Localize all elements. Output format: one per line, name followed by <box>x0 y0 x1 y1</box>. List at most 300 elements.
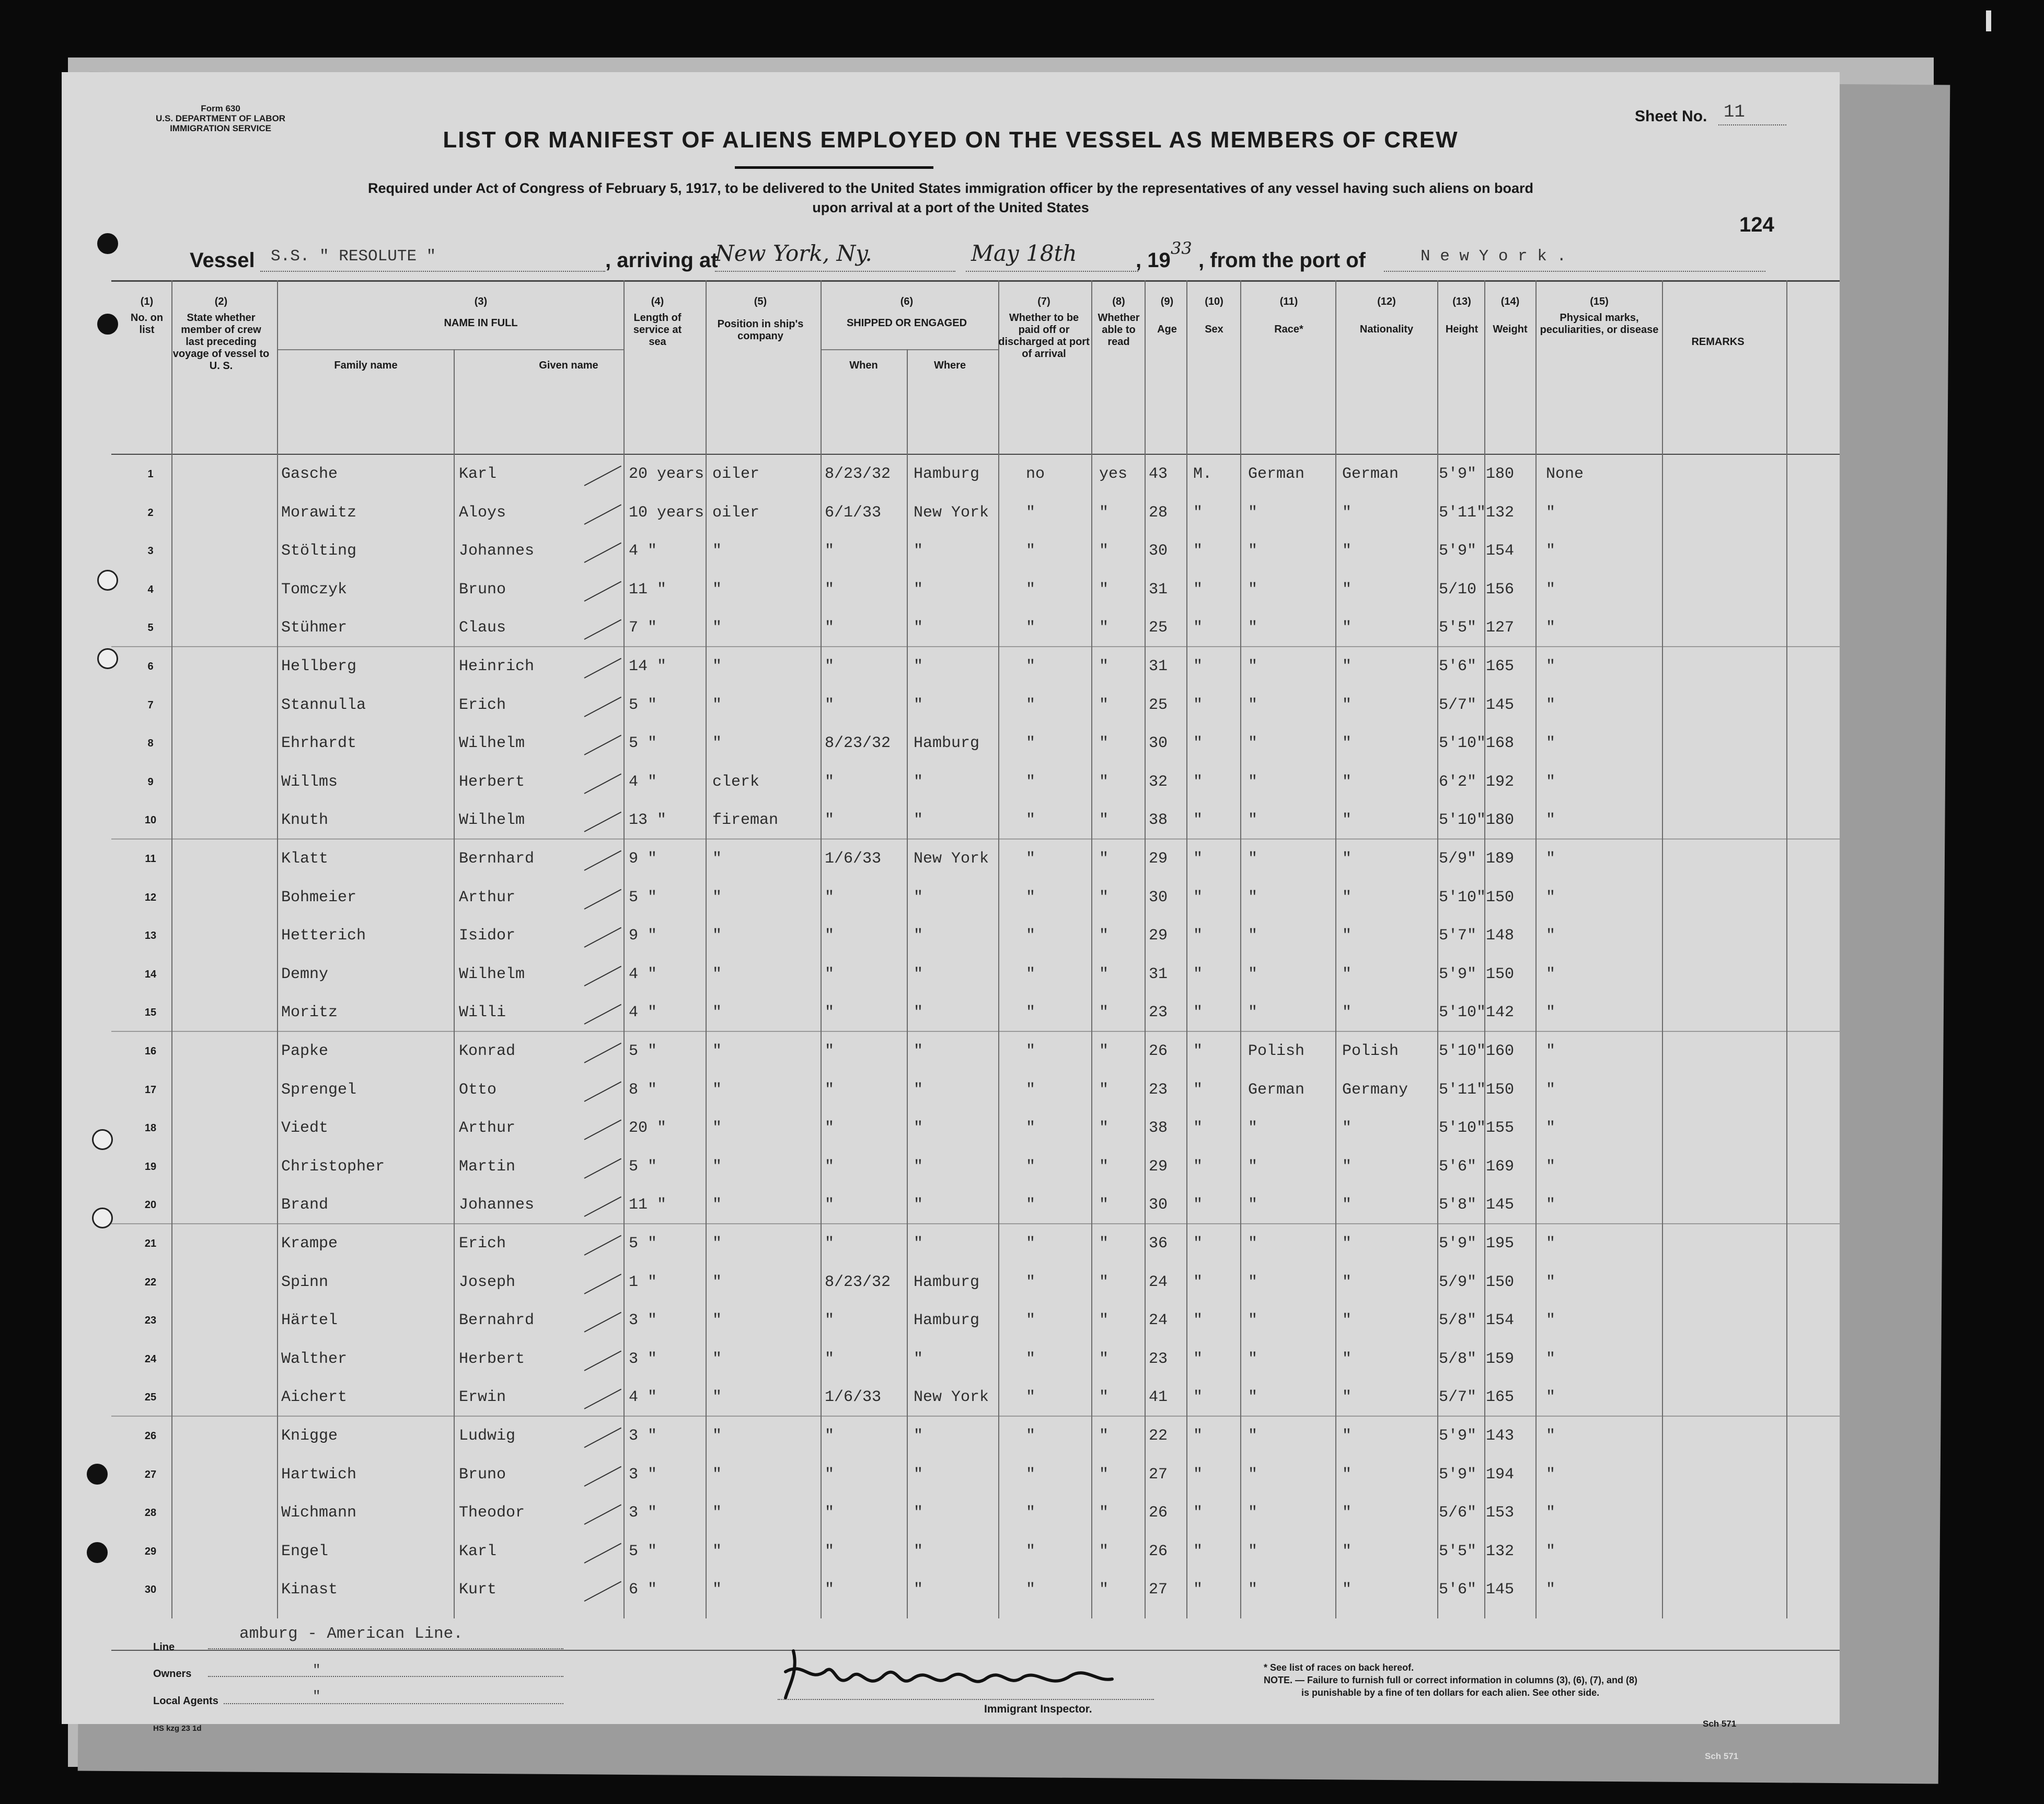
cell-paid: " <box>1026 1235 1036 1253</box>
cell-service: 5 " <box>629 1157 657 1176</box>
cell-service: 9 " <box>629 927 657 945</box>
cell-age: 30 <box>1149 1196 1168 1214</box>
cell-paid: " <box>1026 927 1036 945</box>
cell-marks: " <box>1546 1465 1556 1484</box>
cell-age: 22 <box>1149 1427 1168 1445</box>
row-number: 27 <box>144 1468 157 1480</box>
cell-given: Willi <box>459 1004 506 1022</box>
cell-paid: " <box>1026 1504 1036 1522</box>
cell-age: 27 <box>1149 1465 1168 1484</box>
cell-when: " <box>825 696 835 714</box>
cell-given: Wilhelm <box>459 734 525 753</box>
cell-marks: " <box>1546 1542 1556 1560</box>
cell-when: " <box>825 1004 835 1022</box>
binder-hole <box>97 570 118 591</box>
cell-nat: " <box>1342 1427 1352 1445</box>
cell-age: 25 <box>1149 696 1168 714</box>
cell-family: Klatt <box>281 850 329 868</box>
cell-given: Wilhelm <box>459 811 525 830</box>
row-number: 29 <box>144 1545 157 1557</box>
column-rule <box>1335 280 1336 1618</box>
corner-mark <box>1986 10 1991 31</box>
cell-position: " <box>712 734 722 753</box>
cell-family: Aichert <box>281 1388 348 1407</box>
agents-value: " <box>313 1688 321 1704</box>
cell-height: 5'5" <box>1439 619 1477 637</box>
cell-paid: " <box>1026 1542 1036 1560</box>
cell-position: " <box>712 1157 722 1176</box>
cell-age: 29 <box>1149 1157 1168 1176</box>
cell-weight: 189 <box>1486 850 1515 868</box>
col-15-header <box>1537 296 1662 336</box>
cell-height: 5/8" <box>1439 1350 1477 1368</box>
cell-where: " <box>914 542 923 560</box>
cell-sex: " <box>1193 1465 1203 1484</box>
cell-paid: " <box>1026 1388 1036 1407</box>
cell-service: 3 " <box>629 1312 657 1330</box>
cell-read: " <box>1099 850 1109 868</box>
cell-family: Sprengel <box>281 1081 357 1099</box>
cell-race: " <box>1248 1004 1258 1022</box>
cell-age: 27 <box>1149 1581 1168 1599</box>
cell-marks: " <box>1546 811 1556 830</box>
cell-position: " <box>712 1081 722 1099</box>
column-rule <box>1484 280 1485 1618</box>
table-rule <box>111 280 1840 282</box>
cell-where: " <box>914 1542 923 1560</box>
cell-given: Johannes <box>459 1196 535 1214</box>
row-number: 10 <box>144 814 157 826</box>
cell-paid: " <box>1026 1312 1036 1330</box>
check-mark <box>584 1428 622 1448</box>
cell-service: 14 " <box>629 658 667 675</box>
col-6-header <box>821 296 993 329</box>
row-number: 17 <box>144 1084 157 1096</box>
col-11-label: Race* <box>1274 324 1303 335</box>
cell-position: oiler <box>712 503 760 522</box>
family-name-header: Family name <box>334 360 398 371</box>
cell-sex: " <box>1193 1542 1203 1560</box>
cell-weight: 169 <box>1486 1157 1515 1176</box>
service-name: IMMIGRATION SERVICE <box>170 123 272 133</box>
cell-given: Otto <box>459 1081 497 1099</box>
inspector-signature-line <box>778 1699 1154 1700</box>
cell-marks: " <box>1546 1273 1556 1291</box>
check-mark <box>584 1312 622 1332</box>
binder-hole <box>97 314 118 335</box>
check-mark <box>584 1043 622 1063</box>
col-5-number: (5) <box>754 296 767 307</box>
cell-sex: " <box>1193 619 1203 637</box>
cell-marks: " <box>1546 1388 1556 1407</box>
check-mark <box>584 966 622 986</box>
cell-sex: " <box>1193 888 1203 906</box>
cell-marks: " <box>1546 658 1556 675</box>
cell-marks: " <box>1546 1427 1556 1445</box>
cell-marks: " <box>1546 965 1556 983</box>
cell-height: 5/6" <box>1439 1504 1477 1522</box>
cell-position: " <box>712 1504 722 1522</box>
cell-family: Moritz <box>281 1004 338 1022</box>
cell-race: " <box>1248 1312 1258 1330</box>
cell-height: 5'10" <box>1439 1119 1486 1137</box>
cell-nat: Polish <box>1342 1042 1399 1060</box>
row-number: 22 <box>144 1276 157 1288</box>
cell-position: " <box>712 888 722 906</box>
col-7-number: (7) <box>1037 296 1050 307</box>
check-mark <box>584 1004 622 1025</box>
cell-race: " <box>1248 580 1258 599</box>
col-13-label: Height <box>1445 324 1479 335</box>
cell-where: " <box>914 658 923 675</box>
cell-sex: " <box>1193 1427 1203 1445</box>
cell-race: " <box>1248 965 1258 983</box>
cell-service: 13 " <box>629 811 667 830</box>
cell-when: 8/23/32 <box>825 465 891 483</box>
col-3-number: (3) <box>474 296 488 307</box>
cell-position: " <box>712 1350 722 1368</box>
cell-height: 5'8" <box>1439 1196 1477 1214</box>
cell-race: " <box>1248 1157 1258 1176</box>
cell-given: Theodor <box>459 1504 525 1522</box>
cell-where: New York <box>914 503 989 522</box>
cell-family: Bohmeier <box>281 888 357 906</box>
row-number: 20 <box>144 1199 157 1211</box>
cell-age: 30 <box>1149 888 1168 906</box>
col-14-header <box>1485 296 1535 336</box>
cell-height: 5'7" <box>1439 927 1477 945</box>
cell-given: Johannes <box>459 542 535 560</box>
cell-race: German <box>1248 1081 1305 1099</box>
cell-read: " <box>1099 1235 1109 1253</box>
cell-when: " <box>825 580 835 599</box>
cell-race: " <box>1248 1119 1258 1137</box>
owners-label: Owners <box>153 1668 192 1680</box>
cell-sex: " <box>1193 1350 1203 1368</box>
cell-nat: " <box>1342 965 1352 983</box>
cell-weight: 150 <box>1486 965 1515 983</box>
cell-age: 38 <box>1149 1119 1168 1137</box>
cell-service: 11 " <box>629 580 667 599</box>
cell-race: " <box>1248 811 1258 830</box>
cell-when: " <box>825 1119 835 1137</box>
row-number: 4 <box>147 583 154 595</box>
cell-given: Bernahrd <box>459 1312 535 1330</box>
table-rule <box>111 454 1840 455</box>
cell-sex: " <box>1193 696 1203 714</box>
table-rule <box>821 349 998 350</box>
cell-marks: " <box>1546 1312 1556 1330</box>
cell-position: oiler <box>712 465 760 483</box>
cell-sex: " <box>1193 1119 1203 1137</box>
cell-read: " <box>1099 1388 1109 1407</box>
cell-weight: 132 <box>1486 503 1515 522</box>
cell-given: Erich <box>459 1235 506 1253</box>
cell-service: 8 " <box>629 1081 657 1099</box>
arrival-date: May 18th <box>971 240 1077 266</box>
cell-service: 20 " <box>629 1119 667 1137</box>
cell-service: 3 " <box>629 1350 657 1368</box>
cell-read: " <box>1099 773 1109 791</box>
cell-nat: " <box>1342 1350 1352 1368</box>
cell-read: " <box>1099 619 1109 637</box>
check-mark <box>584 1350 622 1371</box>
cell-age: 26 <box>1149 1504 1168 1522</box>
cell-family: Hellberg <box>281 658 357 675</box>
cell-position: " <box>712 1542 722 1560</box>
cell-age: 24 <box>1149 1273 1168 1291</box>
col-1-header <box>126 296 168 336</box>
check-mark <box>584 773 622 794</box>
cell-read: " <box>1099 965 1109 983</box>
cell-race: " <box>1248 696 1258 714</box>
row-number: 7 <box>147 699 154 711</box>
cell-family: Hartwich <box>281 1465 357 1484</box>
col-2-label: State whether member of crew last preceding voyage of vessel to U. S. <box>172 312 270 372</box>
sheet-number-line <box>1718 124 1786 125</box>
cell-family: Brand <box>281 1196 329 1214</box>
cell-height: 5'10" <box>1439 888 1486 906</box>
check-mark <box>584 1273 622 1294</box>
column-rule <box>1437 280 1438 1618</box>
cell-weight: 145 <box>1486 1196 1515 1214</box>
row-number: 12 <box>144 891 157 903</box>
column-rule <box>623 280 625 1618</box>
cell-nat: " <box>1342 773 1352 791</box>
row-number: 15 <box>144 1007 157 1019</box>
row-number: 28 <box>144 1507 157 1519</box>
cell-family: Christopher <box>281 1157 385 1176</box>
cell-age: 24 <box>1149 1312 1168 1330</box>
cell-when: " <box>825 1504 835 1522</box>
cell-read: " <box>1099 1312 1109 1330</box>
arriving-label: , arriving at <box>605 249 718 272</box>
cell-where: " <box>914 1427 923 1445</box>
cell-paid: " <box>1026 1157 1036 1176</box>
cell-service: 4 " <box>629 1004 657 1022</box>
cell-position: " <box>712 850 722 868</box>
schedule-code: Sch 571 <box>1703 1719 1737 1729</box>
cell-race: " <box>1248 1504 1258 1522</box>
cell-age: 30 <box>1149 542 1168 560</box>
column-rule <box>1535 280 1537 1618</box>
check-mark <box>584 504 622 524</box>
cell-when: " <box>825 1542 835 1560</box>
cell-height: 5/7" <box>1439 1388 1477 1407</box>
cell-height: 5'9" <box>1439 1465 1477 1484</box>
col-3-label: NAME IN FULL <box>444 317 518 329</box>
cell-height: 5'10" <box>1439 1004 1486 1022</box>
inspector-signature <box>778 1640 1154 1703</box>
cell-when: " <box>825 619 835 637</box>
cell-family: Knigge <box>281 1427 338 1445</box>
col-8-number: (8) <box>1112 296 1125 307</box>
cell-when: " <box>825 1581 835 1599</box>
cell-height: 5'11" <box>1439 503 1486 522</box>
cell-marks: " <box>1546 1119 1556 1137</box>
cell-race: " <box>1248 1542 1258 1560</box>
cell-service: 5 " <box>629 1042 657 1060</box>
column-rule <box>1662 280 1663 1618</box>
where-header: Where <box>933 360 966 371</box>
cell-height: 5'6" <box>1439 658 1477 675</box>
cell-family: Hetterich <box>281 927 366 945</box>
agents-underline <box>224 1703 563 1704</box>
col-8-header <box>1094 296 1144 348</box>
cell-when: " <box>825 1465 835 1484</box>
cell-where: " <box>914 1235 923 1253</box>
cell-given: Bruno <box>459 580 506 599</box>
cell-family: Demny <box>281 965 329 983</box>
cell-weight: 194 <box>1486 1465 1515 1484</box>
cell-marks: " <box>1546 1042 1556 1060</box>
cell-position: " <box>712 1388 722 1407</box>
line-value: amburg - American Line. <box>239 1625 463 1643</box>
cell-sex: " <box>1193 658 1203 675</box>
cell-where: " <box>914 1042 923 1060</box>
cell-nat: " <box>1342 1004 1352 1022</box>
cell-where: " <box>914 927 923 945</box>
check-mark <box>584 812 622 832</box>
cell-height: 5/9" <box>1439 1273 1477 1291</box>
cell-paid: " <box>1026 734 1036 753</box>
check-mark <box>584 1120 622 1140</box>
cell-position: " <box>712 927 722 945</box>
cell-read: " <box>1099 734 1109 753</box>
col-7-label: Whether to be paid off or discharged at port of arrival <box>998 312 1090 360</box>
cell-age: 29 <box>1149 927 1168 945</box>
cell-position: " <box>712 1581 722 1599</box>
cell-paid: " <box>1026 580 1036 599</box>
cell-marks: None <box>1546 465 1584 483</box>
row-number: 24 <box>144 1353 157 1365</box>
cell-weight: 145 <box>1486 696 1515 714</box>
col-6-label: SHIPPED OR ENGAGED <box>846 317 967 329</box>
cell-when: " <box>825 1427 835 1445</box>
check-mark <box>584 1235 622 1256</box>
cell-family: Willms <box>281 773 338 791</box>
cell-given: Arthur <box>459 888 516 906</box>
cell-marks: " <box>1546 888 1556 906</box>
cell-marks: " <box>1546 503 1556 522</box>
cell-read: yes <box>1099 465 1128 483</box>
column-rule <box>821 280 822 1618</box>
cell-marks: " <box>1546 1581 1556 1599</box>
cell-height: 5'6" <box>1439 1157 1477 1176</box>
col-12-header <box>1337 296 1436 336</box>
binder-hole <box>97 648 118 669</box>
cell-read: " <box>1099 888 1109 906</box>
cell-marks: " <box>1546 1004 1556 1022</box>
cell-sex: " <box>1193 542 1203 560</box>
cell-paid: " <box>1026 619 1036 637</box>
cell-sex: " <box>1193 965 1203 983</box>
cell-family: Viedt <box>281 1119 329 1137</box>
cell-marks: " <box>1546 1235 1556 1253</box>
cell-read: " <box>1099 1042 1109 1060</box>
cell-service: 4 " <box>629 773 657 791</box>
cell-race: " <box>1248 503 1258 522</box>
cell-where: " <box>914 1350 923 1368</box>
cell-race: " <box>1248 888 1258 906</box>
cell-weight: 192 <box>1486 773 1515 791</box>
cell-marks: " <box>1546 734 1556 753</box>
cell-position: " <box>712 542 722 560</box>
cell-read: " <box>1099 1081 1109 1099</box>
cell-where: " <box>914 1504 923 1522</box>
check-mark <box>584 1081 622 1101</box>
cell-marks: " <box>1546 773 1556 791</box>
cell-nat: Germany <box>1342 1081 1408 1099</box>
cell-marks: " <box>1546 1350 1556 1368</box>
row-number: 1 <box>147 468 154 480</box>
check-mark <box>584 543 622 563</box>
cell-where: " <box>914 696 923 714</box>
cell-where: " <box>914 811 923 830</box>
cell-position: " <box>712 1273 722 1291</box>
arrival-port: New York, Ny. <box>715 240 872 266</box>
row-number: 16 <box>144 1045 157 1057</box>
cell-height: 5'9" <box>1439 1235 1477 1253</box>
cell-where: " <box>914 888 923 906</box>
cell-where: " <box>914 965 923 983</box>
col-13-header <box>1438 296 1485 336</box>
row-number: 6 <box>147 661 154 672</box>
cell-position: " <box>712 658 722 675</box>
arrival-date-line <box>966 271 1138 272</box>
cell-where: " <box>914 773 923 791</box>
cell-weight: 165 <box>1486 1388 1515 1407</box>
cell-weight: 154 <box>1486 1312 1515 1330</box>
check-mark <box>584 581 622 601</box>
col-10-header <box>1188 296 1240 336</box>
cell-given: Karl <box>459 465 497 483</box>
cell-read: " <box>1099 1581 1109 1599</box>
cell-nat: " <box>1342 888 1352 906</box>
cell-age: 30 <box>1149 734 1168 753</box>
cell-race: " <box>1248 1235 1258 1253</box>
cell-age: 25 <box>1149 619 1168 637</box>
cell-service: 5 " <box>629 734 657 753</box>
cell-age: 28 <box>1149 503 1168 522</box>
cell-where: New York <box>914 1388 989 1407</box>
cell-nat: " <box>1342 1157 1352 1176</box>
cell-paid: " <box>1026 1081 1036 1099</box>
cell-height: 5'11" <box>1439 1081 1486 1099</box>
cell-where: Hamburg <box>914 465 980 483</box>
col-6-number: (6) <box>900 296 914 307</box>
cell-paid: " <box>1026 965 1036 983</box>
cell-where: " <box>914 1465 923 1484</box>
cell-where: " <box>914 580 923 599</box>
cell-family: Papke <box>281 1042 329 1060</box>
cell-given: Karl <box>459 1542 497 1560</box>
page-number: 124 <box>1739 213 1774 236</box>
cell-sex: " <box>1193 1157 1203 1176</box>
cell-race: " <box>1248 619 1258 637</box>
cell-marks: " <box>1546 850 1556 868</box>
cell-weight: 168 <box>1486 734 1515 753</box>
cell-weight: 150 <box>1486 1081 1515 1099</box>
cell-when: 8/23/32 <box>825 1273 891 1291</box>
table-rule <box>111 1223 1840 1224</box>
cell-family: Stühmer <box>281 619 348 637</box>
cell-height: 5'10" <box>1439 734 1486 753</box>
cell-nat: " <box>1342 927 1352 945</box>
cell-weight: 153 <box>1486 1504 1515 1522</box>
cell-sex: " <box>1193 1235 1203 1253</box>
cell-family: Stannulla <box>281 696 366 714</box>
